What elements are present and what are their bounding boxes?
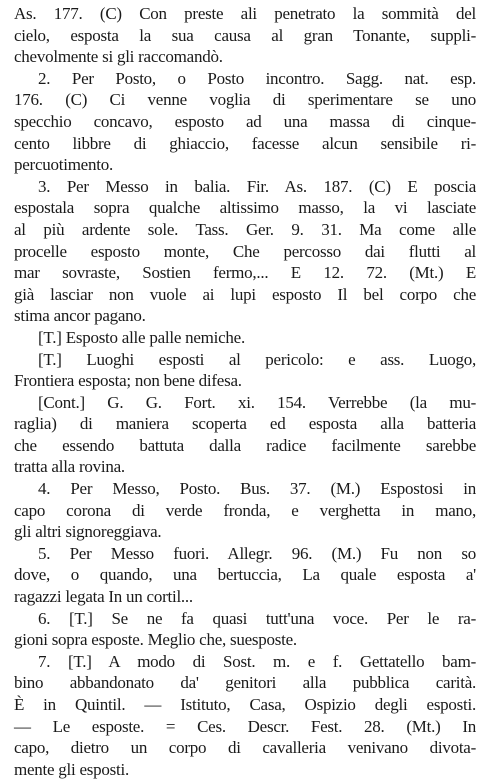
text-line: raglia) di maniera scoperta ed esposta alla batteria — [14, 414, 476, 434]
text-line: È in Quintil. — Istituto, Casa, Ospizio degli esposti. — [14, 695, 476, 714]
text-line: gioni sopra esposte. Meglio che, suesposte. — [14, 630, 297, 650]
text-line: dove, o quando, una bertuccia, La quale esposta a' — [14, 565, 476, 585]
text-line: 7. [T.] A modo di Sost. m. e f. Gettatello bam- — [38, 651, 476, 671]
text-line: ragazzi legata In un cortil... — [14, 587, 193, 607]
text-line: al più ardente sole. Tass. Ger. 9. 31. Ma come alle — [14, 219, 476, 239]
text-line: Frontiera esposta; non bene difesa. — [14, 371, 242, 391]
text-line: che essendo battuta dalla radice facilmente sarebbe — [14, 435, 476, 455]
text-line: [T.] Luoghi esposti al pericolo: e ass. Luogo, — [38, 349, 476, 369]
text-line: mente gli esposti. — [14, 759, 129, 779]
text-line: 6. [T.] Se ne fa quasi tutt'una voce. Per le ra- — [38, 608, 476, 628]
text-line: 176. (C) Ci venne voglia di sperimentare se uno — [14, 90, 476, 110]
text-line: bino abbandonato da' genitori alla pubblica carità. — [14, 673, 476, 693]
text-line: [T.] Esposto alle palle nemiche. — [38, 327, 245, 347]
dictionary-page — [14, 3, 476, 780]
text-line: cento libbre di ghiaccio, facesse alcun sensibile ri- — [14, 133, 476, 153]
text-line: [Cont.] G. G. Fort. xi. 154. Verrebbe (la mu- — [38, 392, 476, 412]
text-line: mar sovraste, Sostien fermo,... E 12. 72. (Mt.) E — [14, 263, 476, 283]
text-line: 5. Per Messo fuori. Allegr. 96. (M.) Fu non so — [38, 543, 476, 563]
text-line: cielo, esposta la sua causa al gran Tonante, suppli- — [14, 25, 476, 45]
text-line: percuotimento. — [14, 155, 113, 175]
text-line: stima ancor pagano. — [14, 306, 146, 326]
text-line: chevolmente si gli raccomandò. — [14, 47, 223, 67]
text-line: — Le esposte. = Ces. Descr. Fest. 28. (Mt.) In — [14, 716, 476, 736]
text-line: procelle esposto monte, Che percosso dai flutti al — [14, 241, 476, 261]
text-line: capo, dietro un corpo di cavalleria venivano divota- — [14, 738, 476, 758]
text-line: 2. Per Posto, o Posto incontro. Sagg. nat. esp. — [38, 68, 476, 88]
text-line: già lasciar non vuole ai lupi esposto Il bel corpo che — [14, 284, 476, 304]
text-line: specchio concavo, esposto ad una massa di cinque- — [14, 111, 476, 131]
text-line: espostala sopra qualche altissimo masso, la vi lasciate — [14, 198, 476, 218]
text-line: 3. Per Messo in balia. Fir. As. 187. (C) E poscia — [38, 176, 476, 196]
text-line: gli altri signoreggiava. — [14, 522, 162, 542]
text-line: tratta alla rovina. — [14, 457, 125, 477]
text-line: capo corona di verde fronda, e verghetta in mano, — [14, 500, 476, 520]
text-line: As. 177. (C) Con preste ali penetrato la sommità del — [14, 4, 476, 23]
text-line: 4. Per Messo, Posto. Bus. 37. (M.) Espostosi in — [38, 479, 476, 499]
